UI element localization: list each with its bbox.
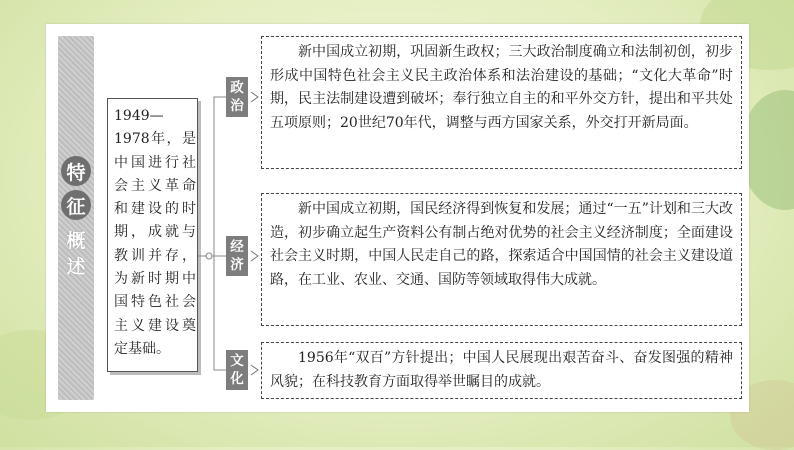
tab-char-4: 述 <box>66 256 86 278</box>
category-politics: 政治 <box>226 77 248 117</box>
culture-box: 1956年“双百”方针提出；中国人民展现出艰苦奋斗、奋发图强的精神风貌；在科技教育方面取得举世瞩目的成就。 <box>261 342 742 399</box>
politics-box: 新中国成立初期，巩固新生政权；三大政治制度确立和法制初创，初步形成中国特色社会主义民主政治体系和法治建设的基础；“文化大革命”时期，民主法制建设遭到破坏；奉行独立自主的和平外交方针，提出和平共处五项原则；20世纪70年代，调整与西方国家关系，外交打开新局面。 <box>261 36 742 169</box>
tab-char-3: 概 <box>66 230 86 252</box>
tab-char-2: 征 <box>61 190 91 220</box>
category-economy: 经济 <box>226 236 248 276</box>
economy-box: 新中国成立初期，国民经济得到恢复和发展；通过“一五”计划和三大改造，初步确立起生产资料公有制占绝对优势的社会主义经济制度；全面建设社会主义时期，中国人民走自己的路，探索适合中国国情的社会主义建设道路，在工业、农业、交通、国防等领域取得伟大成就。 <box>261 193 742 326</box>
category-culture: 文化 <box>226 350 248 390</box>
tab-char-1: 特 <box>61 156 91 186</box>
content-panel <box>46 24 749 412</box>
summary-text: 1949—1978年，是中国进行社会主义革命和建设的时期，成就与教训并存，为新时期中国特色社会主义建设奠定基础。 <box>114 108 196 357</box>
